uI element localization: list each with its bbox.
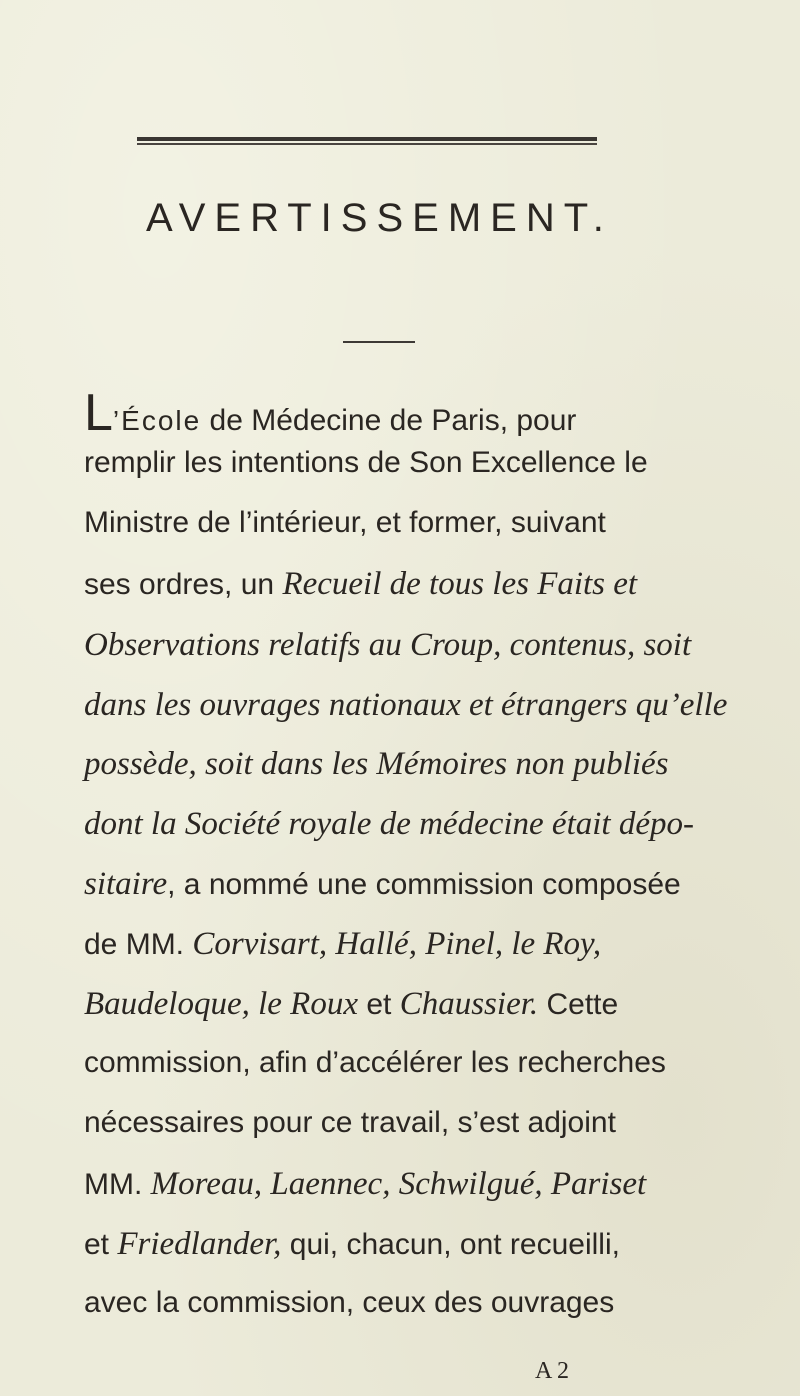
italic-text: Friedlander, <box>117 1226 282 1262</box>
text-line-12 <box>84 1048 666 1078</box>
header-double-rule <box>137 137 597 146</box>
text-line-16 <box>84 1288 614 1318</box>
italic-text: Corvisart, Hallé, Pinel, le Roy, <box>192 926 602 962</box>
line-text: et <box>358 988 400 1021</box>
italic-text: Baudeloque, le Roux <box>84 986 358 1022</box>
text-line-14 <box>84 1168 646 1201</box>
line-text: Cette <box>538 988 619 1021</box>
italic-text: dans les ouvrages nationaux et étrangers qu’elle <box>84 687 728 723</box>
line-text: et <box>84 1228 118 1261</box>
line-text: nécessaires pour ce travail, s’est adjoint <box>84 1106 616 1139</box>
signature-mark: A 2 <box>535 1358 570 1384</box>
text-line-4 <box>84 568 637 601</box>
line-text: qui, chacun, ont recueilli, <box>281 1228 620 1261</box>
text-line-11 <box>84 988 618 1021</box>
text-line-6 <box>84 689 727 722</box>
line-text: ses ordres, un <box>84 568 283 601</box>
page-heading: AVERTISSEMENT. <box>146 196 613 240</box>
italic-text: Recueil de tous les Faits et <box>282 566 638 602</box>
rule-thin <box>137 143 597 145</box>
line-text: commission, afin d’accélérer les recherches <box>84 1046 666 1079</box>
italic-text: sitaire <box>84 866 168 902</box>
italic-text: Moreau, Laennec, Schwilgué, Pariset <box>150 1166 647 1202</box>
small-caps-word: ’École <box>112 405 202 436</box>
italic-text: possède, soit dans les Mémoires non publiés <box>84 746 669 782</box>
drop-cap: L <box>84 384 113 442</box>
rule-thick <box>137 137 597 141</box>
line-text: de Médecine de Paris, pour <box>201 404 577 437</box>
text-line-3 <box>84 508 606 538</box>
italic-text: dont la Société royale de médecine était dépo- <box>84 806 694 842</box>
text-line-8 <box>84 808 694 841</box>
text-line-1 <box>84 384 577 442</box>
line-text: , a nommé une commission composée <box>167 868 681 901</box>
line-text: de MM. <box>84 928 193 961</box>
text-line-9 <box>84 868 681 901</box>
text-line-5 <box>84 629 691 662</box>
line-text: MM. <box>84 1168 151 1201</box>
italic-text: Observations relatifs au Croup, contenus, soit <box>84 627 692 663</box>
heading-divider <box>343 341 415 343</box>
text-line-7 <box>84 748 668 781</box>
text-line-13 <box>84 1108 616 1138</box>
text-line-2 <box>84 448 648 478</box>
text-line-15 <box>84 1228 620 1261</box>
text-line-10 <box>84 928 601 961</box>
line-text: avec la commission, ceux des ouvrages <box>84 1286 615 1319</box>
line-text: Ministre de l’intérieur, et former, suivant <box>84 506 606 539</box>
line-text: remplir les intentions de Son Excellence le <box>84 446 648 479</box>
italic-text: Chaussier. <box>399 986 539 1022</box>
